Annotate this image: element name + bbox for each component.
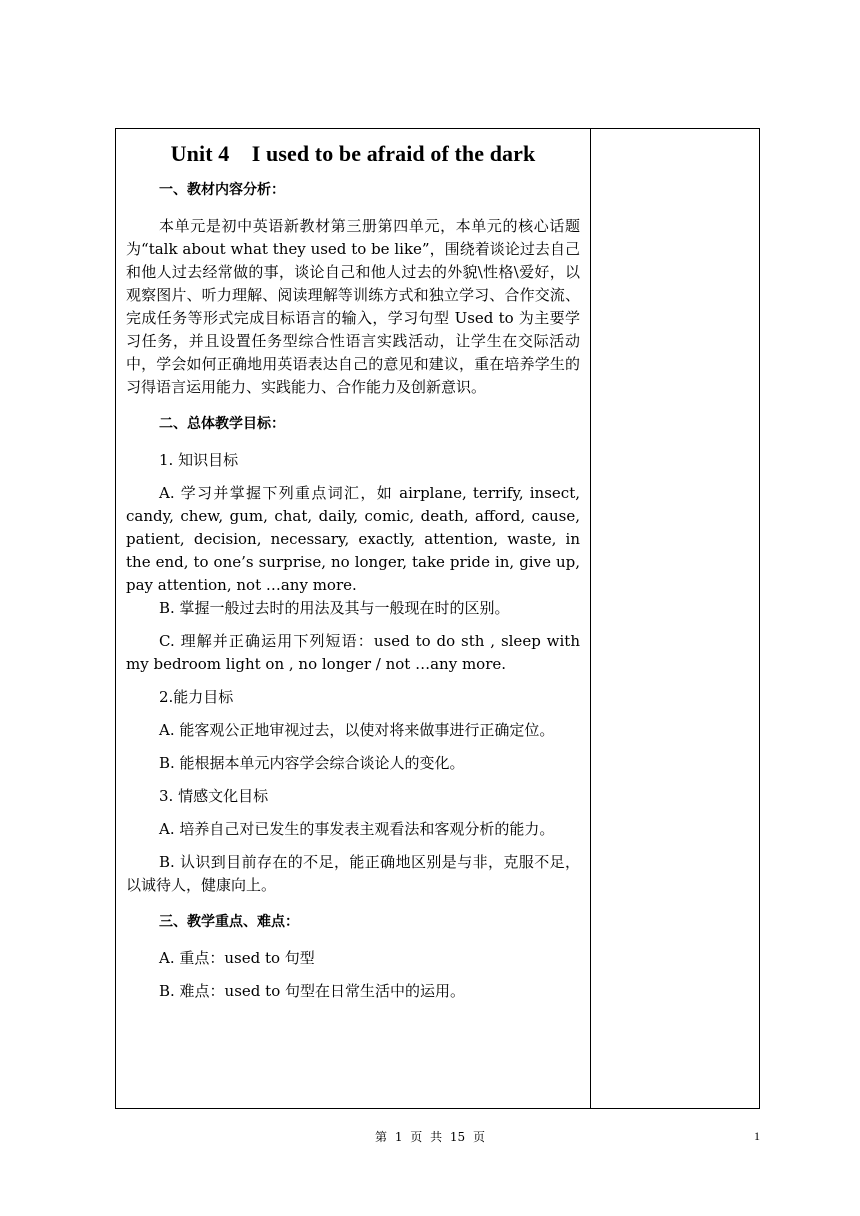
paragraph-emotion-a: A. 培养自己对已发生的事发表主观看法和客观分析的能力。: [159, 820, 555, 838]
paragraph-past-tense: B. 掌握一般过去时的用法及其与一般现在时的区别。: [159, 599, 510, 617]
paragraph-knowledge-goal-label: 1. 知识目标: [159, 451, 239, 469]
paragraph-emotion-goal-label: 3. 情感文化目标: [159, 787, 269, 805]
paragraph-key-point: A. 重点：used to 句型: [159, 949, 315, 967]
paragraph-emotion-b: B. 认识到目前存在的不足，能正确地区别是与非，克服不足，以诚待人，健康向上。: [126, 853, 580, 894]
page-number: 1: [754, 1129, 760, 1143]
section-heading-teaching-goals: 二、总体教学目标：: [159, 416, 285, 432]
content-column: [116, 129, 591, 1108]
section-heading-key-points: 三、教学重点、难点：: [159, 914, 299, 930]
paragraph-phrases: C. 理解并正确运用下列短语：used to do sth , sleep with my bedroom light on , no longer / not …any more.: [126, 632, 580, 673]
paragraph-ability-b: B. 能根据本单元内容学会综合谈论人的变化。: [159, 754, 465, 772]
paragraph-difficult-point: B. 难点：used to 句型在日常生活中的运用。: [159, 982, 465, 1000]
page-count: 第 1 页 共 15 页: [375, 1130, 485, 1144]
paragraph-content-analysis: 本单元是初中英语新教材第三册第四单元，本单元的核心话题为“talk about what they used to be like”，围绕着谈论过去自己和他人过去经常做的事，谈论自己和他人过去的外貌\性格\爱好，以观察图片、听力理解、阅读理解等训练方式和独立学习、合作交流、完成任务等形式完成目标语言的输入，学习句型 Used to 为主要学习任务，并且设置任务型综合性语言实践活动，让学生在交际活动中，学会如何正确地用英语表达自己的意见和建议，重在培养学生的习得语言运用能力、实践能力、合作能力及创新意识。: [126, 217, 580, 396]
notes-column: [591, 129, 759, 1108]
section-heading-content-analysis: 一、教材内容分析：: [159, 182, 285, 198]
paragraph-ability-goal-label: 2.能力目标: [159, 688, 234, 706]
paragraph-vocabulary: A. 学习并掌握下列重点词汇，如 airplane, terrify, insect, candy, chew, gum, chat, daily, comic, death, afford, cause, patient, decision, necessary, exactly, attention, waste, in the end, to one’s surprise, no longer, take pride in, give up, pay attention, not …any more.: [126, 484, 580, 594]
paragraph-ability-a: A. 能客观公正地审视过去，以使对将来做事进行正确定位。: [159, 721, 555, 739]
lesson-plan-table: [115, 128, 760, 1109]
unit-title: Unit 4 I used to be afraid of the dark: [170, 141, 536, 166]
